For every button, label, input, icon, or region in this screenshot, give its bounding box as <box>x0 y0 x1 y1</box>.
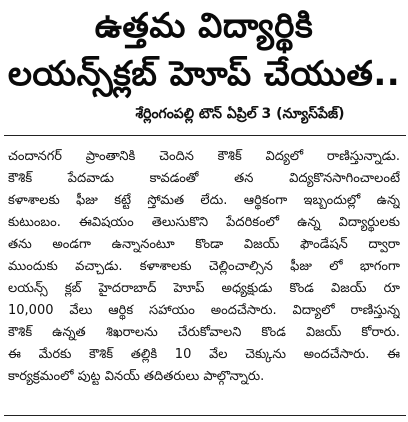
body-line-10: ఈ మేరకు కౌశిక్ తల్లికి 10 వేల చెక్కును అందచేసారు. ఈ <box>8 347 400 362</box>
body-line-7: లయన్స్ క్లబ్ హైదరాబాద్ హెూప్ అధ్యక్షుడు కొండ విజయ్ రూ <box>8 281 400 296</box>
body-line-3: కళాశాలకు ఫీజు కట్టే స్తోమత లేదు. ఆర్థికంగా ఇబ్బందుల్లో ఉన్న <box>8 193 400 208</box>
body-line-4: కుటుంబం. ఈవిషయం తెలుసుకొని పేదరికంలో ఉన్న విద్యార్థులకు <box>8 215 400 230</box>
top-divider <box>4 135 406 136</box>
headline-line-1: ఉత్తమ విద్యార్థికి <box>94 6 314 46</box>
body-line-1: చందానగర్ ప్రాంతానికి చెందిన కౌశిక్ విద్యలో రాణిస్తున్నాడు. <box>8 149 400 164</box>
headline-line-2: లయన్స్‌క్లబ్ హెూప్ చేయుత.. <box>7 54 401 94</box>
body-line-11: కార్యక్రమంలో పుట్ట వినయ్ తదితరులు పాల్గొన్నారు. <box>8 369 265 384</box>
dateline: శేర్లింగంపల్లి టౌన్ ఏప్రిల్ 3 (న్యూస్‌పేజ్) <box>135 106 345 122</box>
body-line-9: కౌశిక్ ఉన్నత శిఖరాలను చేరుకోవాలని కొండ విజయ్ కోరారు. <box>8 325 400 340</box>
body-line-2: కౌశిక్ పేదవాడు కావడంతో తన విద్యకొనసాగించాలంటే <box>8 171 400 186</box>
bottom-divider <box>4 415 406 416</box>
body-line-5: తను అండగా ఉన్నానంటూ కొండా విజయ్ ఫౌండేషన్ ద్వారా <box>8 237 400 252</box>
body-line-6: ముందుకు వచ్చాడు. కళాశాలకు చెల్లించాల్సిన ఫీజు లో భాగంగా <box>8 259 400 274</box>
article-body <box>8 146 400 388</box>
body-line-8: 10,000 వేలు ఆర్థిక సహాయం అందచేసారు. విద్యాలో రాణిస్తున్న <box>8 303 400 318</box>
